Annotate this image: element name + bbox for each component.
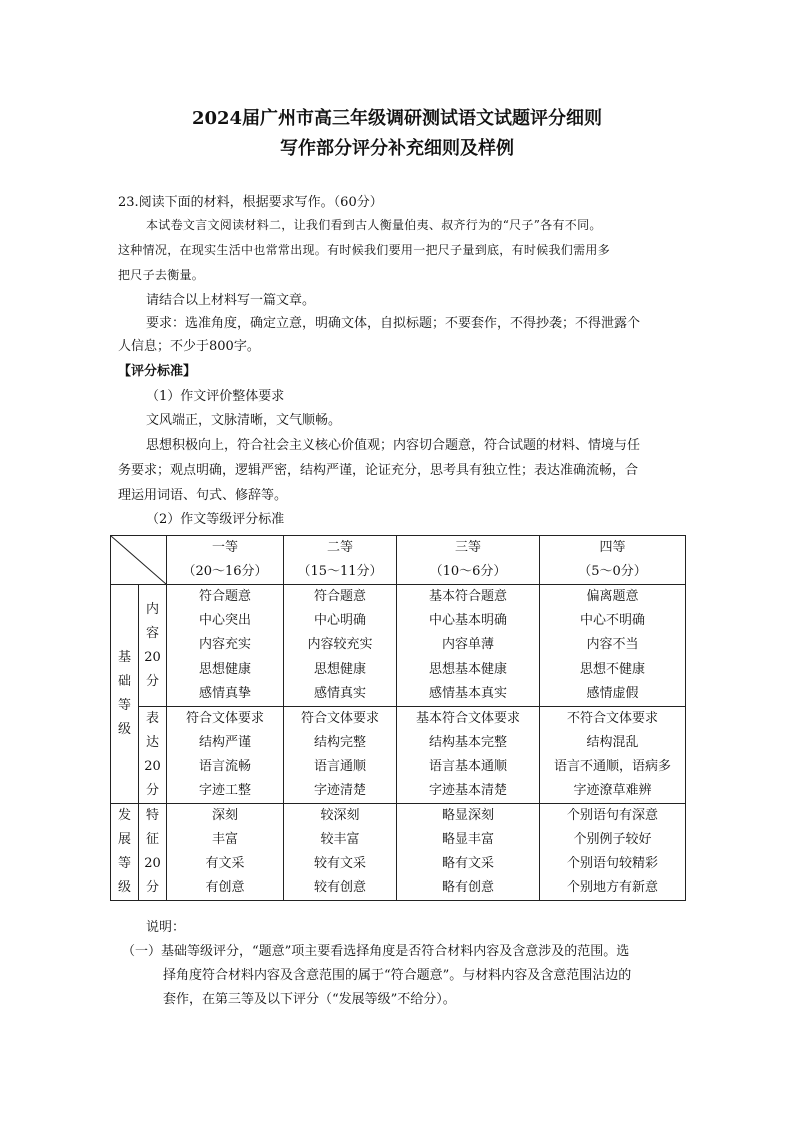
- criteria-part2-title: （2）作文等级评分标准: [146, 512, 285, 527]
- content-grade-2: 符合题意 中心明确 内容较充实 思想健康 感情真实: [284, 585, 397, 707]
- note-1-line-1: （一）基础等级评分，“题意”项主要看选择角度是否符合材料内容及含意涉及的范围。选: [122, 944, 630, 959]
- question-stem: 23.阅读下面的材料，根据要求写作。（60分）: [118, 195, 383, 210]
- header-grade-1: 一等 （20～16分）: [167, 536, 284, 585]
- header-grade-4: 四等 （5～0分）: [540, 536, 686, 585]
- header-grade-3: 三等 （10～6分）: [397, 536, 540, 585]
- criteria-part1-line1: 文风端正，文脉清晰，文气顺畅。: [146, 413, 342, 428]
- sub-expression-label: 表 达 20 分: [139, 707, 167, 804]
- feature-grade-1: 深刻 丰富 有文采 有创意: [167, 804, 284, 901]
- feature-grade-3: 略显深刻 略显丰富 略有文采 略有创意: [397, 804, 540, 901]
- table-row-feature: [111, 804, 686, 901]
- material-line-3: 把尺子去衡量。: [118, 268, 205, 282]
- notes-label: 说明：: [146, 920, 186, 935]
- content-grade-4: 偏离题意 中心不明确 内容不当 思想不健康 感情虚假: [540, 585, 686, 707]
- content-grade-3: 基本符合题意 中心基本明确 内容单薄 思想基本健康 感情基本真实: [397, 585, 540, 707]
- sub-content-label: 内 容 20 分: [139, 585, 167, 707]
- table-row-content: [111, 585, 686, 707]
- criteria-part1-title: （1）作文评价整体要求: [146, 389, 285, 404]
- sub-feature-label: 特 征 20 分: [139, 804, 167, 901]
- expression-grade-1: 符合文体要求 结构严谨 语言流畅 字迹工整: [167, 707, 284, 804]
- content-grade-1: 符合题意 中心突出 内容充实 思想健康 感情真挚: [167, 585, 284, 707]
- group-development-level: 发 展 等 级: [111, 804, 139, 901]
- group-basic-level: 基 础 等 级: [111, 585, 139, 804]
- note-1-line-2: 择角度符合材料内容及含意范围的属于“符合题意”。与材料内容及含意范围沾边的: [163, 968, 632, 983]
- diagonal-corner-cell: [111, 536, 167, 585]
- criteria-para-line-3: 理运用词语、句式、修辞等。: [118, 488, 288, 503]
- requirement-line-2: 人信息；不少于800字。: [118, 339, 260, 354]
- requirement-line-1: 要求：选准角度，确定立意，明确文体，自拟标题；不要套作，不得抄袭；不得泄露个: [146, 316, 641, 331]
- criteria-para-line-1: 思想积极向上，符合社会主义核心价值观；内容切合题意，符合试题的材料、情境与任: [146, 438, 641, 453]
- expression-grade-3: 基本符合文体要求 结构基本完整 语言基本通顺 字迹基本清楚: [397, 707, 540, 804]
- expression-grade-4: 不符合文体要求 结构混乱 语言不通顺，语病多 字迹潦草难辨: [540, 707, 686, 804]
- material-line-1: 本试卷文言文阅读材料二，让我们看到古人衡量伯夷、叔齐行为的“尺子”各有不同。: [146, 218, 602, 232]
- instruction-text: 请结合以上材料写一篇文章。: [146, 293, 316, 308]
- criteria-para-line-2: 务要求；观点明确，逻辑严密，结构严谨，论证充分，思考具有独立性；表达准确流畅，合: [118, 463, 639, 478]
- table-row-expression: [111, 707, 686, 804]
- expression-grade-2: 符合文体要求 结构完整 语言通顺 字迹清楚: [284, 707, 397, 804]
- document-title: 2024届广州市高三年级调研测试语文试题评分细则: [191, 108, 603, 129]
- document-subtitle: 写作部分评分补充细则及样例: [280, 138, 514, 159]
- table-header-row: [111, 536, 686, 585]
- feature-grade-4: 个别语句有深意 个别例子较好 个别语句较精彩 个别地方有新意: [540, 804, 686, 901]
- header-grade-2: 二等 （15～11分）: [284, 536, 397, 585]
- note-1-line-3: 套作，在第三等及以下评分（“发展等级”不给分）。: [163, 992, 456, 1007]
- material-line-2: 这种情况，在现实生活中也常常出现。有时候我们要用一把尺子量到底，有时候我们需用多: [118, 243, 611, 257]
- grading-table: [110, 535, 686, 901]
- criteria-heading: 【评分标准】: [118, 364, 197, 379]
- feature-grade-2: 较深刻 较丰富 较有文采 较有创意: [284, 804, 397, 901]
